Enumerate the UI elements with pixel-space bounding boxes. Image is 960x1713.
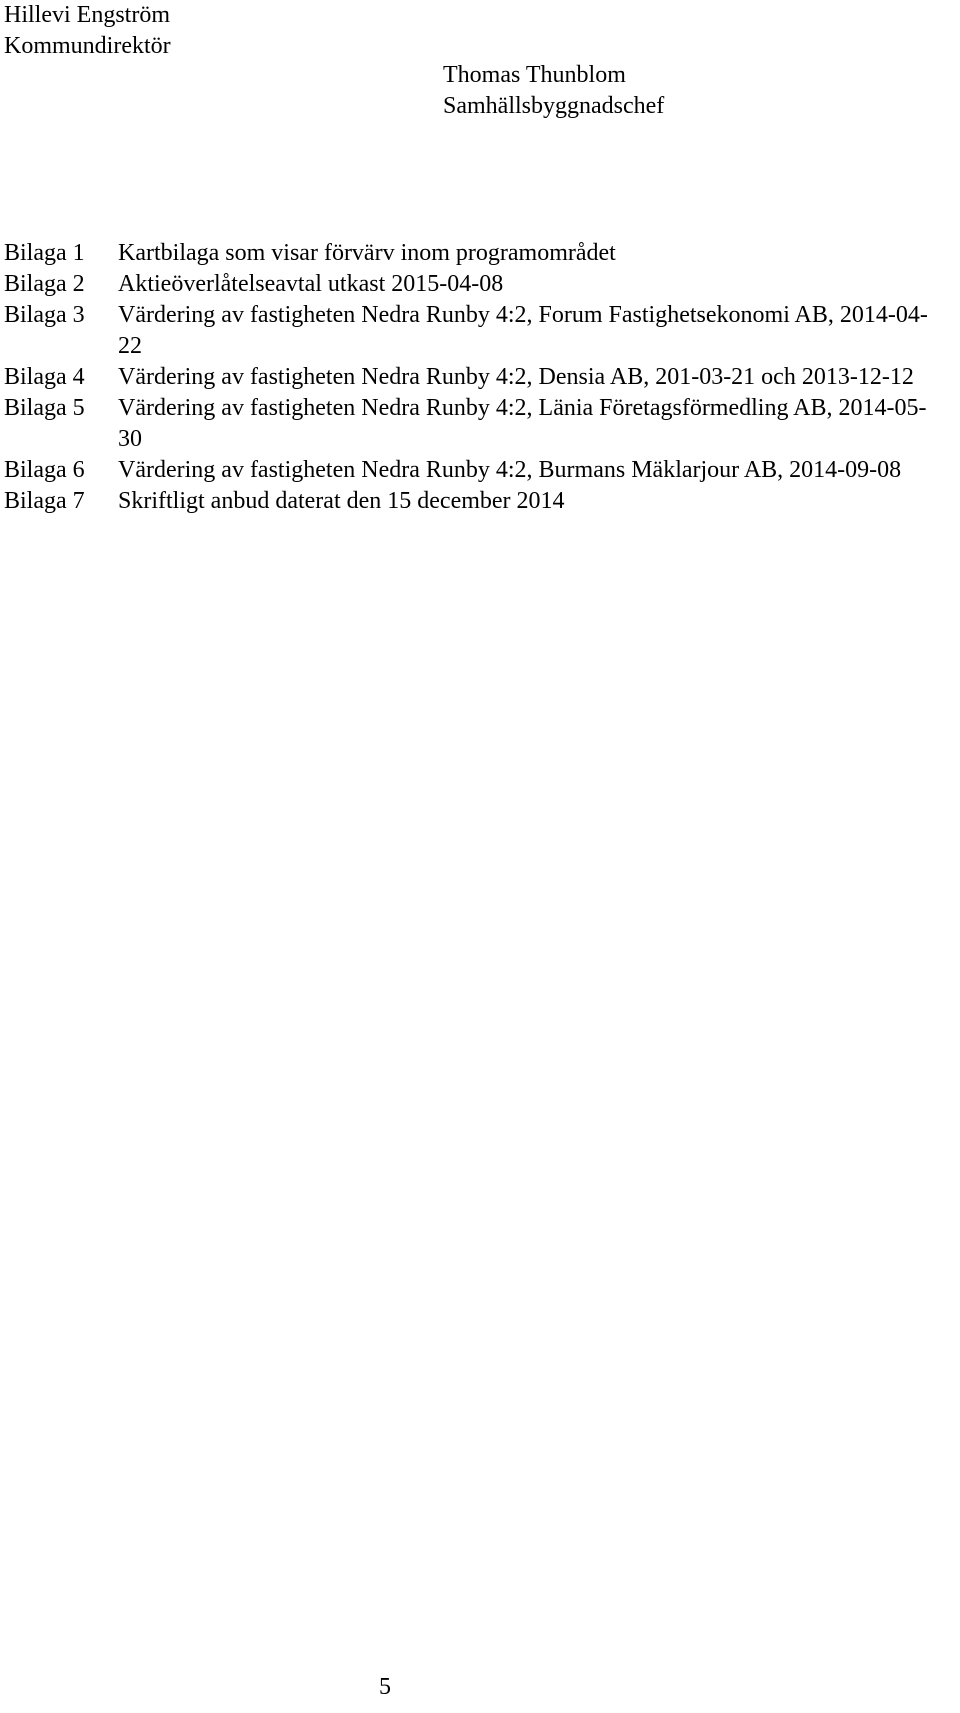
- attachment-description: Aktieöverlåtelseavtal utkast 2015-04-08: [118, 271, 504, 297]
- attachment-item: [4, 455, 934, 486]
- attachment-item: [4, 362, 934, 393]
- signature-block-right: [443, 60, 664, 122]
- attachment-description: Värdering av fastigheten Nedra Runby 4:2, Densia AB, 201-03-21 och 2013-12-12: [118, 364, 914, 390]
- signatory-name-left: Hillevi Engström: [4, 2, 170, 28]
- attachment-description: Värdering av fastigheten Nedra Runby 4:2, Forum Fastighetsekonomi AB, 2014-04-22: [118, 302, 928, 359]
- signatory-title-left: Kommundirektör: [4, 33, 171, 59]
- attachment-description: Värdering av fastigheten Nedra Runby 4:2, Burmans Mäklarjour AB, 2014-09-08: [118, 457, 902, 483]
- attachment-label: Bilaga 3: [4, 302, 85, 328]
- attachment-label: Bilaga 2: [4, 271, 85, 297]
- attachment-label: Bilaga 1: [4, 240, 85, 266]
- page-number: 5: [379, 1674, 391, 1700]
- attachment-label: Bilaga 7: [4, 488, 85, 514]
- attachment-item: [4, 393, 934, 455]
- signatory-name-right: Thomas Thunblom: [443, 62, 626, 88]
- attachment-list: [4, 238, 934, 517]
- signature-block-left: [4, 0, 171, 62]
- attachment-description: Skriftligt anbud daterat den 15 december 2014: [118, 488, 565, 514]
- attachment-item: [4, 238, 934, 269]
- attachment-label: Bilaga 6: [4, 457, 85, 483]
- attachment-item: [4, 486, 934, 517]
- attachment-description: Kartbilaga som visar förvärv inom programområdet: [118, 240, 616, 266]
- attachment-description: Värdering av fastigheten Nedra Runby 4:2, Länia Företagsförmedling AB, 2014-05-30: [118, 395, 927, 452]
- attachment-item: [4, 300, 934, 362]
- attachment-label: Bilaga 4: [4, 364, 85, 390]
- attachment-item: [4, 269, 934, 300]
- attachment-label: Bilaga 5: [4, 395, 85, 421]
- signatory-title-right: Samhällsbyggnadschef: [443, 93, 665, 119]
